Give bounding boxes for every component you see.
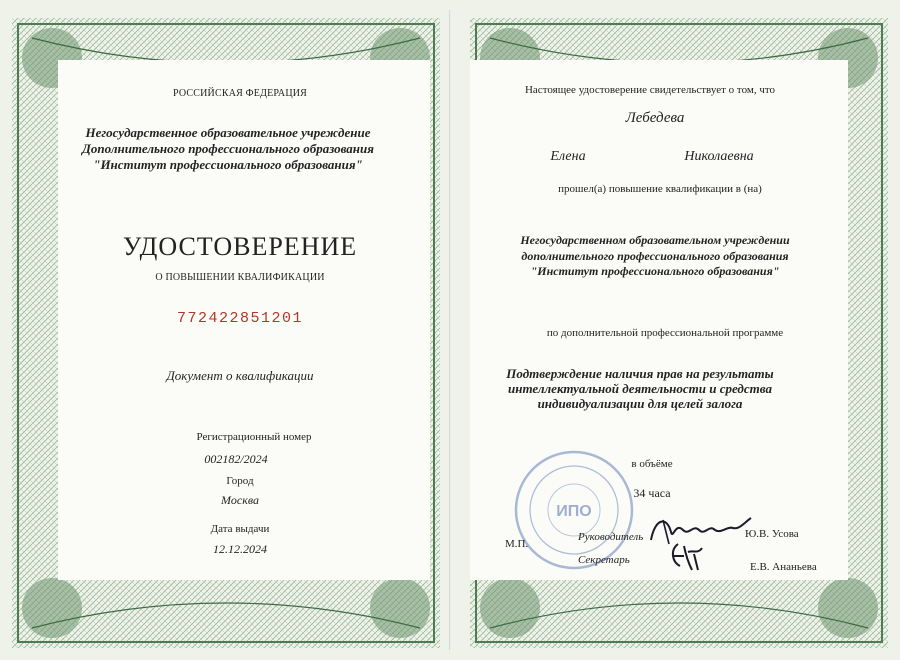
seal-center-text: ИПО xyxy=(556,503,592,520)
doc-title: УДОСТОВЕРЕНИЕ xyxy=(122,232,358,261)
program-line-2: интеллектуальной деятельности и средства xyxy=(508,381,772,396)
secretary-label: Секретарь xyxy=(578,554,630,566)
doc-subtitle: О ПОВЫШЕНИИ КВАЛИФИКАЦИИ xyxy=(155,272,325,283)
volume-value: 34 часа xyxy=(633,486,671,500)
mp-label: М.П. xyxy=(505,538,529,550)
right-institution-line-2: дополнительного профессионального образования xyxy=(521,249,789,263)
passed-text: прошел(а) повышение квалификации в (на) xyxy=(558,183,762,195)
city-value: Москва xyxy=(221,493,259,507)
head-name: Ю.В. Усова xyxy=(745,528,799,540)
institution-line-1: Негосударственное образовательное учреждение xyxy=(85,125,371,140)
surname: Лебедева xyxy=(625,110,685,126)
reg-number-value: 002182/2024 xyxy=(204,452,268,466)
page-fold xyxy=(449,10,451,650)
institution-line-3: "Институт профессионального образования" xyxy=(93,157,363,172)
institution-line-2: Дополнительного профессионального образования xyxy=(82,141,374,156)
right-institution-line-3: "Институт профессионального образования" xyxy=(530,264,780,278)
issue-date-value: 12.12.2024 xyxy=(213,542,267,556)
program-line-3: индивидуализации для целей залога xyxy=(537,396,743,411)
country-label: РОССИЙСКАЯ ФЕДЕРАЦИЯ xyxy=(172,88,308,99)
volume-label: в объёме xyxy=(631,458,673,470)
issue-date-label: Дата выдачи xyxy=(210,523,270,535)
right-institution-line-1: Негосударственном образовательном учреждении xyxy=(520,233,790,247)
doc-type: Документ о квалификации xyxy=(166,368,314,383)
secretary-name: Е.В. Ананьева xyxy=(750,561,817,573)
program-label: по дополнительной профессиональной программе xyxy=(546,327,784,339)
reg-number-label: Регистрационный номер xyxy=(196,431,312,443)
city-label: Город xyxy=(226,475,254,487)
program-line-1: Подтверждение наличия прав на результаты xyxy=(506,366,774,381)
intro-text: Настоящее удостоверение свидетельствует о том, что xyxy=(524,84,776,96)
serial-number: 772422851201 xyxy=(176,310,304,327)
head-label: Руководитель xyxy=(578,531,644,543)
first-name: Елена xyxy=(550,149,586,164)
patronymic: Николаевна xyxy=(684,149,754,164)
secretary-signature xyxy=(664,540,708,576)
